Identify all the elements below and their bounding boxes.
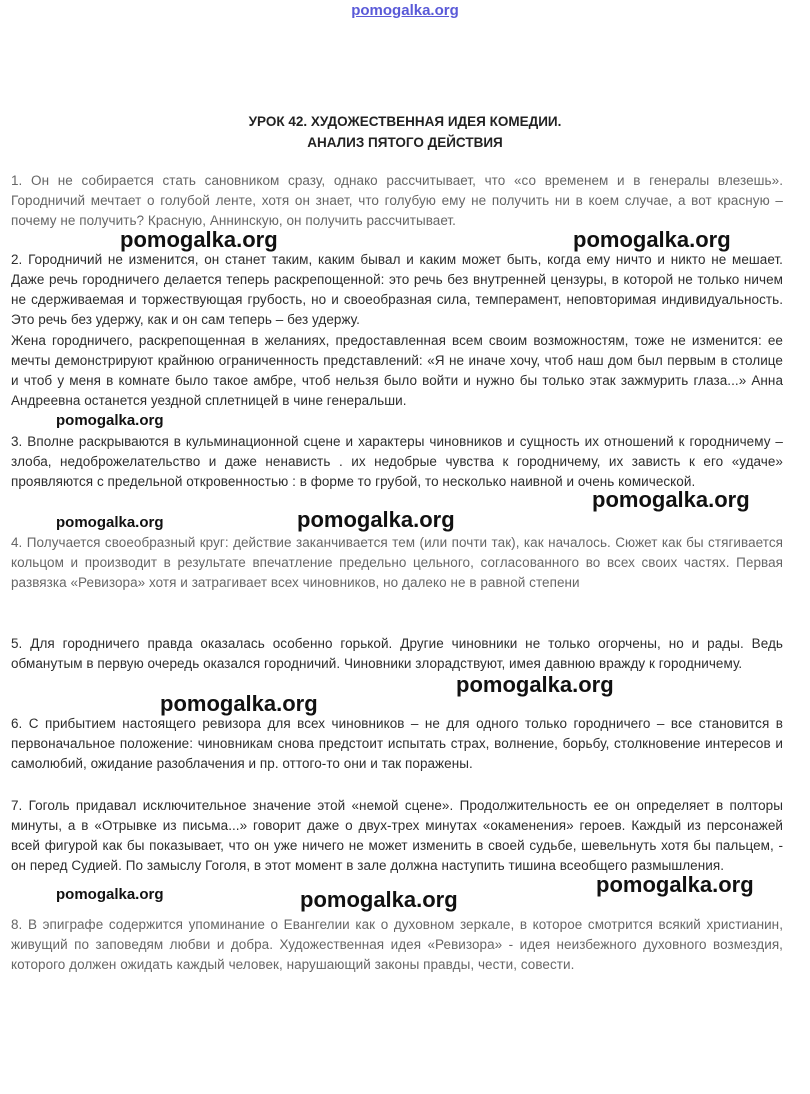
paragraph-6: 6. С прибытием настоящего ревизора для всех чиновников – не для одного только городничего – все становится в первоначальное положение: чиновникам снова предстоит испытать страх, волнение, борьбу, столкновение интересов и самолюбий, ожидание разоблачения и пр. оттого-то они и так поражены. — [11, 716, 783, 771]
title-line-1: УРОК 42. ХУДОЖЕСТВЕННАЯ ИДЕЯ КОМЕДИИ. — [248, 114, 562, 129]
watermark: pomogalka.org — [56, 514, 164, 531]
watermark: pomogalka.org — [300, 887, 458, 912]
watermark: pomogalka.org — [596, 872, 754, 897]
site-link[interactable]: pomogalka.org — [351, 2, 459, 19]
title-line-2: АНАЛИЗ ПЯТОГО ДЕЙСТВИЯ — [307, 135, 503, 150]
watermark: pomogalka.org — [297, 507, 455, 532]
watermark: pomogalka.org — [592, 487, 750, 512]
watermark: pomogalka.org — [160, 691, 318, 716]
paragraph-2-continued: Жена городничего, раскрепощенная в желаниях, предоставленная всем своим возможностям, тоже не изменится: ее мечты демонстрируют крайнюю ограниченность представлений: «Я не иначе хочу, чтоб наш дом был первым в столице и чтоб у меня в комнате было такое амбре, чтоб нельзя было войти и нужно бы только этак зажмурить глаза...» Анна Андреевна останется уездной сплетницей в чине генеральши. — [11, 333, 783, 408]
watermark: pomogalka.org — [456, 672, 614, 697]
paragraph-2: 2. Городничий не изменится, он станет таким, каким бывал и каким может быть, когда ему ничто и никто не мешает. Даже речь городничего делается теперь раскрепощенной: это речь без внутренней цензуры, в которой не только ничем не сдерживаемая и торжествующая грубость, но и своеобразная сила, темперамент, неповторимая индивидуальность. Это речь без удержу, как и он сам теперь – без удержу. — [11, 252, 783, 327]
watermark: pomogalka.org — [56, 412, 164, 429]
paragraph-4: 4. Получается своеобразный круг: действие заканчивается тем (или почти так), как началось. Сюжет как бы стягивается кольцом и производит в результате впечатление предельно цельного, согласованного во всех своих частях. Первая развязка «Ревизора» хотя и затрагивает всех чиновников, но далеко не в равной степени — [11, 535, 783, 590]
paragraph-7: 7. Гоголь придавал исключительное значение этой «немой сцене». Продолжительность ее он определяет в полторы минуты, а в «Отрывке из письма...» говорит даже о двух-трех минутах «окаменения» героев. Каждый из персонажей всей фигурой как бы показывает, что он уже ничего не может изменить в своей судьбе, шевельнуть хотя бы пальцем, - он перед Судией. По замыслу Гоголя, в этот момент в зале должна наступить тишина всеобщего размышления. — [11, 798, 783, 873]
paragraph-8: 8. В эпиграфе содержится упоминание о Евангелии как о духовном зеркале, в которое смотрится всякий христианин, живущий по заповедям любви и добра. Художественная идея «Ревизора» - идея неизбежного духовного возмездия, которого должен ожидать каждый человек, нарушающий законы правды, чести, совести. — [11, 917, 783, 972]
paragraph-1: 1. Он не собирается стать сановником сразу, однако рассчитывает, что «со временем и в генералы влезешь». Городничий мечтает о голубой ленте, хотя он знает, что голубую ему не получить ни в коем случае, а вот красную – почему не получить? Красную, Аннинскую, он получить рассчитывает. — [11, 173, 783, 228]
watermark: pomogalka.org — [56, 886, 164, 903]
lesson-title — [0, 111, 810, 153]
watermark: pomogalka.org — [120, 227, 278, 252]
paragraph-5: 5. Для городничего правда оказалась особенно горькой. Другие чиновники не только огорчены, но и рады. Ведь обманутым в первую очередь оказался городничий. Чиновники злорадствуют, имея давнюю вражду к городничему. — [11, 636, 783, 671]
paragraph-3: 3. Вполне раскрываются в кульминационной сцене и характеры чиновников и сущность их отношений к городничему – злоба, недоброжелательство и даже ненависть . их недобрые чувства к городничему, их зависть к его «удаче» проявляются с предельной откровенностью : в форме то грубой, то несколько наивной и очень комической. — [11, 434, 783, 489]
watermark: pomogalka.org — [573, 227, 731, 252]
